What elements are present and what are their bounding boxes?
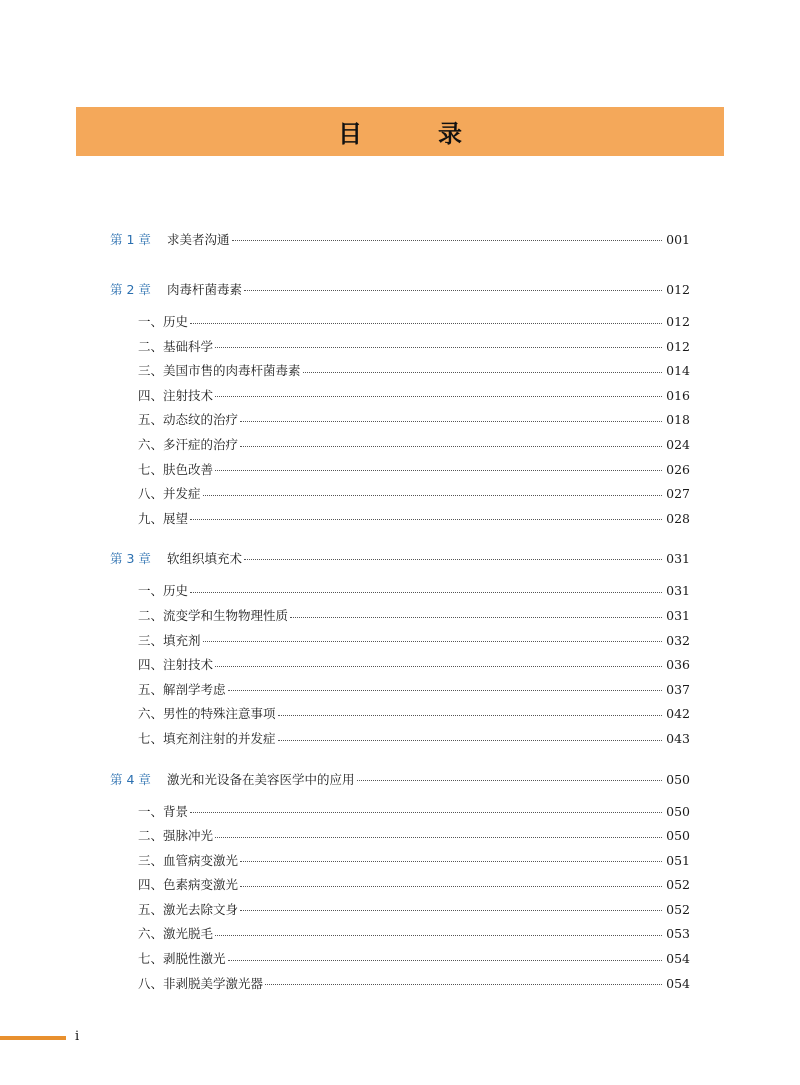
dot-leader: [232, 239, 662, 241]
section-title: 四、注射技术: [138, 387, 214, 403]
dot-leader: [203, 494, 662, 496]
page-number: 012: [666, 282, 690, 297]
section-title: 五、解剖学考虑: [138, 681, 226, 697]
dot-leader: [265, 983, 662, 985]
dot-leader: [228, 689, 662, 691]
section-title: 二、流变学和生物物理性质: [138, 607, 289, 623]
dot-leader: [244, 558, 662, 560]
page-title: 目 录: [338, 120, 488, 148]
footer-accent-bar: [0, 1036, 66, 1040]
dot-leader: [215, 469, 662, 471]
toc-chapter-row[interactable]: [110, 228, 690, 252]
page-number: 051: [666, 852, 690, 868]
section-title: 六、男性的特殊注意事项: [138, 706, 276, 722]
toc-section-row[interactable]: [110, 678, 690, 703]
toc-title-banner: [76, 107, 724, 156]
dot-leader: [240, 445, 662, 447]
page-number: 052: [666, 877, 690, 893]
chapter-title: 软组织填充术: [167, 551, 243, 567]
page-number: 032: [666, 632, 690, 648]
toc-section-row[interactable]: [110, 579, 690, 604]
table-of-contents: [110, 228, 690, 996]
chapter-number: 第 2 章: [110, 282, 151, 297]
toc-section-row[interactable]: [110, 359, 690, 384]
toc-section-row[interactable]: [110, 800, 690, 825]
dot-leader: [278, 739, 662, 741]
toc-section-row[interactable]: [110, 507, 690, 532]
section-title: 二、基础科学: [138, 338, 214, 354]
dot-leader: [240, 420, 662, 422]
dot-leader: [190, 811, 662, 813]
section-title: 六、多汗症的治疗: [138, 436, 239, 452]
toc-section-row[interactable]: [110, 947, 690, 972]
page-number: 050: [666, 771, 690, 787]
toc-section-row[interactable]: [110, 727, 690, 752]
dot-leader: [303, 371, 662, 373]
page-number: 053: [666, 926, 690, 942]
dot-leader: [290, 616, 662, 618]
page-number: 050: [666, 803, 690, 819]
toc-section-row[interactable]: [110, 482, 690, 507]
toc-chapter-row[interactable]: [110, 547, 690, 571]
page-number: 031: [666, 551, 690, 567]
dot-leader: [215, 395, 662, 397]
toc-chapter-row[interactable]: [110, 768, 690, 792]
dot-leader: [215, 836, 662, 838]
toc-section-row[interactable]: [110, 310, 690, 335]
section-title: 一、历史: [138, 583, 189, 599]
toc-section-row[interactable]: [110, 384, 690, 409]
dot-leader: [190, 322, 662, 324]
page-number: 050: [666, 828, 690, 844]
dot-leader: [278, 714, 662, 716]
page-number: 054: [666, 975, 690, 991]
dot-leader: [228, 959, 662, 961]
section-title: 三、血管病变激光: [138, 852, 239, 868]
page-number: 012: [666, 338, 690, 354]
dot-leader: [240, 860, 662, 862]
page-number: 031: [666, 607, 690, 623]
toc-section-row[interactable]: [110, 335, 690, 360]
section-title: 五、动态纹的治疗: [138, 412, 239, 428]
page-number: 014: [666, 363, 690, 379]
dot-leader: [203, 640, 662, 642]
chapter-number: 第 1 章: [110, 232, 151, 247]
section-title: 九、展望: [138, 510, 189, 526]
toc-section-row[interactable]: [110, 629, 690, 654]
dot-leader: [190, 518, 662, 520]
toc-section-row[interactable]: [110, 702, 690, 727]
section-title: 二、强脉冲光: [138, 828, 214, 844]
section-title: 四、色素病变激光: [138, 877, 239, 893]
page-number: 018: [666, 412, 690, 428]
page-number: 037: [666, 681, 690, 697]
chapter-title: 激光和光设备在美容医学中的应用: [167, 771, 355, 787]
dot-leader: [244, 289, 662, 291]
toc-section-row[interactable]: [110, 972, 690, 997]
section-title: 四、注射技术: [138, 657, 214, 673]
toc-section-row[interactable]: [110, 922, 690, 947]
section-title: 三、填充剂: [138, 632, 201, 648]
page-number: 036: [666, 657, 690, 673]
section-title: 八、非剥脱美学激光器: [138, 975, 264, 991]
dot-leader: [240, 885, 662, 887]
dot-leader: [357, 779, 662, 781]
dot-leader: [215, 665, 662, 667]
dot-leader: [215, 346, 662, 348]
dot-leader: [190, 591, 662, 593]
toc-section-row[interactable]: [110, 653, 690, 678]
toc-section-row[interactable]: [110, 873, 690, 898]
toc-section-row[interactable]: [110, 408, 690, 433]
page-number: 016: [666, 387, 690, 403]
page-number: 042: [666, 706, 690, 722]
page-number: 024: [666, 436, 690, 452]
toc-section-row[interactable]: [110, 898, 690, 923]
page-number: 027: [666, 486, 690, 502]
section-title: 一、历史: [138, 314, 189, 329]
dot-leader: [215, 934, 662, 936]
section-title: 八、并发症: [138, 486, 201, 502]
page-number: 012: [666, 314, 690, 329]
chapter-title: 肉毒杆菌毒素: [167, 282, 243, 297]
page-number: 054: [666, 951, 690, 967]
section-title: 七、填充剂注射的并发症: [138, 730, 276, 746]
section-title: 三、美国市售的肉毒杆菌毒素: [138, 363, 301, 379]
toc-section-row[interactable]: [110, 433, 690, 458]
page-number: 052: [666, 901, 690, 917]
section-title: 六、激光脱毛: [138, 926, 214, 942]
chapter-title: 求美者沟通: [167, 232, 230, 247]
chapter-number: 第 3 章: [110, 551, 151, 567]
page-number: 001: [666, 232, 690, 247]
page-number: 028: [666, 510, 690, 526]
section-title: 七、剥脱性激光: [138, 951, 226, 967]
page-number: 043: [666, 730, 690, 746]
toc-section-row[interactable]: [110, 458, 690, 483]
toc-chapter-row[interactable]: [110, 278, 690, 302]
toc-section-row[interactable]: [110, 824, 690, 849]
dot-leader: [240, 909, 662, 911]
toc-section-row[interactable]: [110, 604, 690, 629]
section-title: 七、肤色改善: [138, 461, 214, 477]
footer-page-number: i: [75, 1029, 80, 1044]
page-number: 026: [666, 461, 690, 477]
page-number: 031: [666, 583, 690, 599]
section-title: 一、背景: [138, 803, 189, 819]
section-title: 五、激光去除文身: [138, 901, 239, 917]
toc-section-row[interactable]: [110, 849, 690, 874]
chapter-number: 第 4 章: [110, 771, 151, 787]
